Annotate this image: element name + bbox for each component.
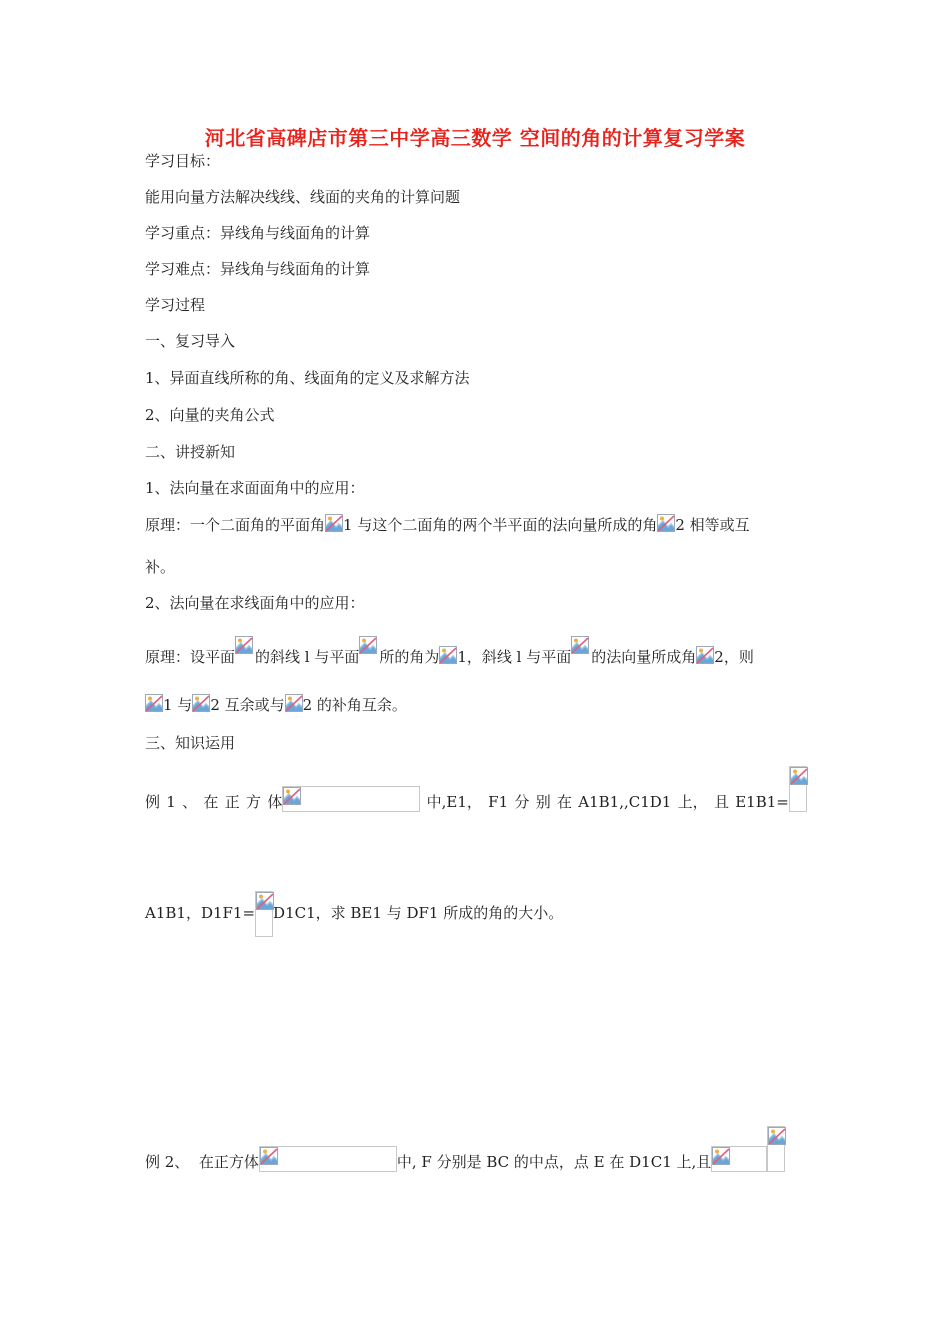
image-placeholder-icon (657, 514, 675, 532)
image-placeholder-icon (260, 1147, 278, 1165)
image-placeholder-icon (768, 1127, 786, 1145)
ex1-word: E1B1= (735, 793, 789, 811)
fraction-placeholder (767, 1126, 785, 1172)
example-1-cont (145, 889, 563, 937)
ex1-word: 且 (713, 793, 729, 811)
image-placeholder-icon (571, 636, 591, 656)
image-placeholder-icon (325, 514, 343, 532)
ex1-word: 1 (166, 793, 176, 811)
difficulty: 学习难点：异线角与线面角的计算 (145, 260, 371, 278)
principle-2-text-f: 2，则 (714, 648, 754, 666)
ex1-word: 上， (677, 793, 708, 811)
section-review: 一、复习导入 (145, 332, 236, 350)
ratio-placeholder (711, 1146, 767, 1172)
cube-figure-placeholder (282, 786, 420, 812)
example-1-line (145, 766, 807, 812)
ex1-word: 例 (145, 793, 161, 811)
principle-2-text-a: 原理：设平面 (145, 648, 236, 666)
new-item-1: 1、法向量在求面面角中的应用： (145, 479, 365, 497)
ex1-word: 方 (246, 793, 262, 811)
principle-1-cont: 补。 (145, 558, 176, 576)
ex1-word: 别 (535, 793, 551, 811)
ex1-word: 正 (224, 793, 240, 811)
image-placeholder-icon (285, 694, 303, 712)
ex1-word: 在 (203, 793, 219, 811)
image-placeholder-icon (256, 892, 274, 910)
ex1-word: 分 (514, 793, 530, 811)
image-placeholder-icon (283, 787, 301, 805)
image-placeholder-icon (712, 1147, 730, 1165)
document-title: 河北省高碑店市第三中学高三数学 空间的角的计算复习学案 (204, 126, 746, 150)
ex1-end-text: D1C1，求 BE1 与 DF1 所成的角的大小。 (273, 904, 564, 922)
goal-heading: 学习目标： (145, 152, 221, 170)
image-placeholder-icon (235, 636, 255, 656)
ex1-word: 体 (267, 793, 283, 811)
key-point: 学习重点：异线角与线面角的计算 (145, 224, 371, 242)
example-2-line (145, 1126, 807, 1172)
principle-2-text-c: 所的角为 (379, 648, 440, 666)
ex1-word: F1 (488, 793, 509, 811)
principle-2-text-g: 1 与 (163, 696, 193, 714)
review-item-2: 2、向量的夹角公式 (145, 406, 275, 424)
ex1-word: 在 (556, 793, 572, 811)
ex1-cont-text: A1B1，D1F1= (145, 904, 256, 922)
principle-2-line (145, 636, 754, 667)
principle-1-text-b: 1 与这个二面角的两个半平面的法向量所成的角 (343, 516, 658, 534)
image-placeholder-icon (439, 646, 457, 664)
fraction-placeholder (255, 891, 273, 937)
image-placeholder-icon (790, 767, 808, 785)
ex1-word: 中,E1， (426, 793, 482, 811)
image-placeholder-icon (192, 694, 210, 712)
ex1-fraction-group (735, 766, 807, 812)
principle-2-cont (145, 694, 407, 715)
process-heading: 学习过程 (145, 296, 206, 314)
principle-1-text-a: 原理：一个二面角的平面角 (145, 516, 326, 534)
review-item-1: 1、异面直线所称的角、线面角的定义及求解方法 (145, 369, 470, 387)
principle-1-text-c: 2 相等或互 (675, 516, 750, 534)
principle-2-text-i: 2 的补角互余。 (302, 696, 407, 714)
image-placeholder-icon (145, 694, 163, 712)
ex1-word: A1B1,,C1D1 (578, 793, 672, 811)
goal-text: 能用向量方法解决线线、线面的夹角的计算问题 (145, 188, 461, 206)
principle-1-line (145, 514, 750, 535)
ex1-word: 、 (182, 793, 198, 811)
new-item-2: 2、法向量在求线面角中的应用： (145, 594, 365, 612)
principle-2-text-h: 2 互余或与 (210, 696, 285, 714)
ex2-text-b: 中, F 分别是 BC 的中点，点 E 在 D1C1 上,且 (396, 1153, 712, 1171)
image-placeholder-icon (359, 636, 379, 656)
section-new-knowledge: 二、讲授新知 (145, 443, 236, 461)
ex1-cube-group (267, 786, 420, 812)
ex2-text-a: 例 2、 在正方体 (145, 1153, 259, 1171)
cube-figure-placeholder (259, 1146, 397, 1172)
principle-2-text-b: 的斜线 l 与平面 (255, 648, 360, 666)
principle-2-text-d: 1，斜线 l 与平面 (457, 648, 572, 666)
fraction-placeholder (789, 766, 807, 812)
principle-2-text-e: 的法向量所成角 (591, 648, 697, 666)
section-application: 三、知识运用 (145, 734, 236, 752)
image-placeholder-icon (696, 646, 714, 664)
